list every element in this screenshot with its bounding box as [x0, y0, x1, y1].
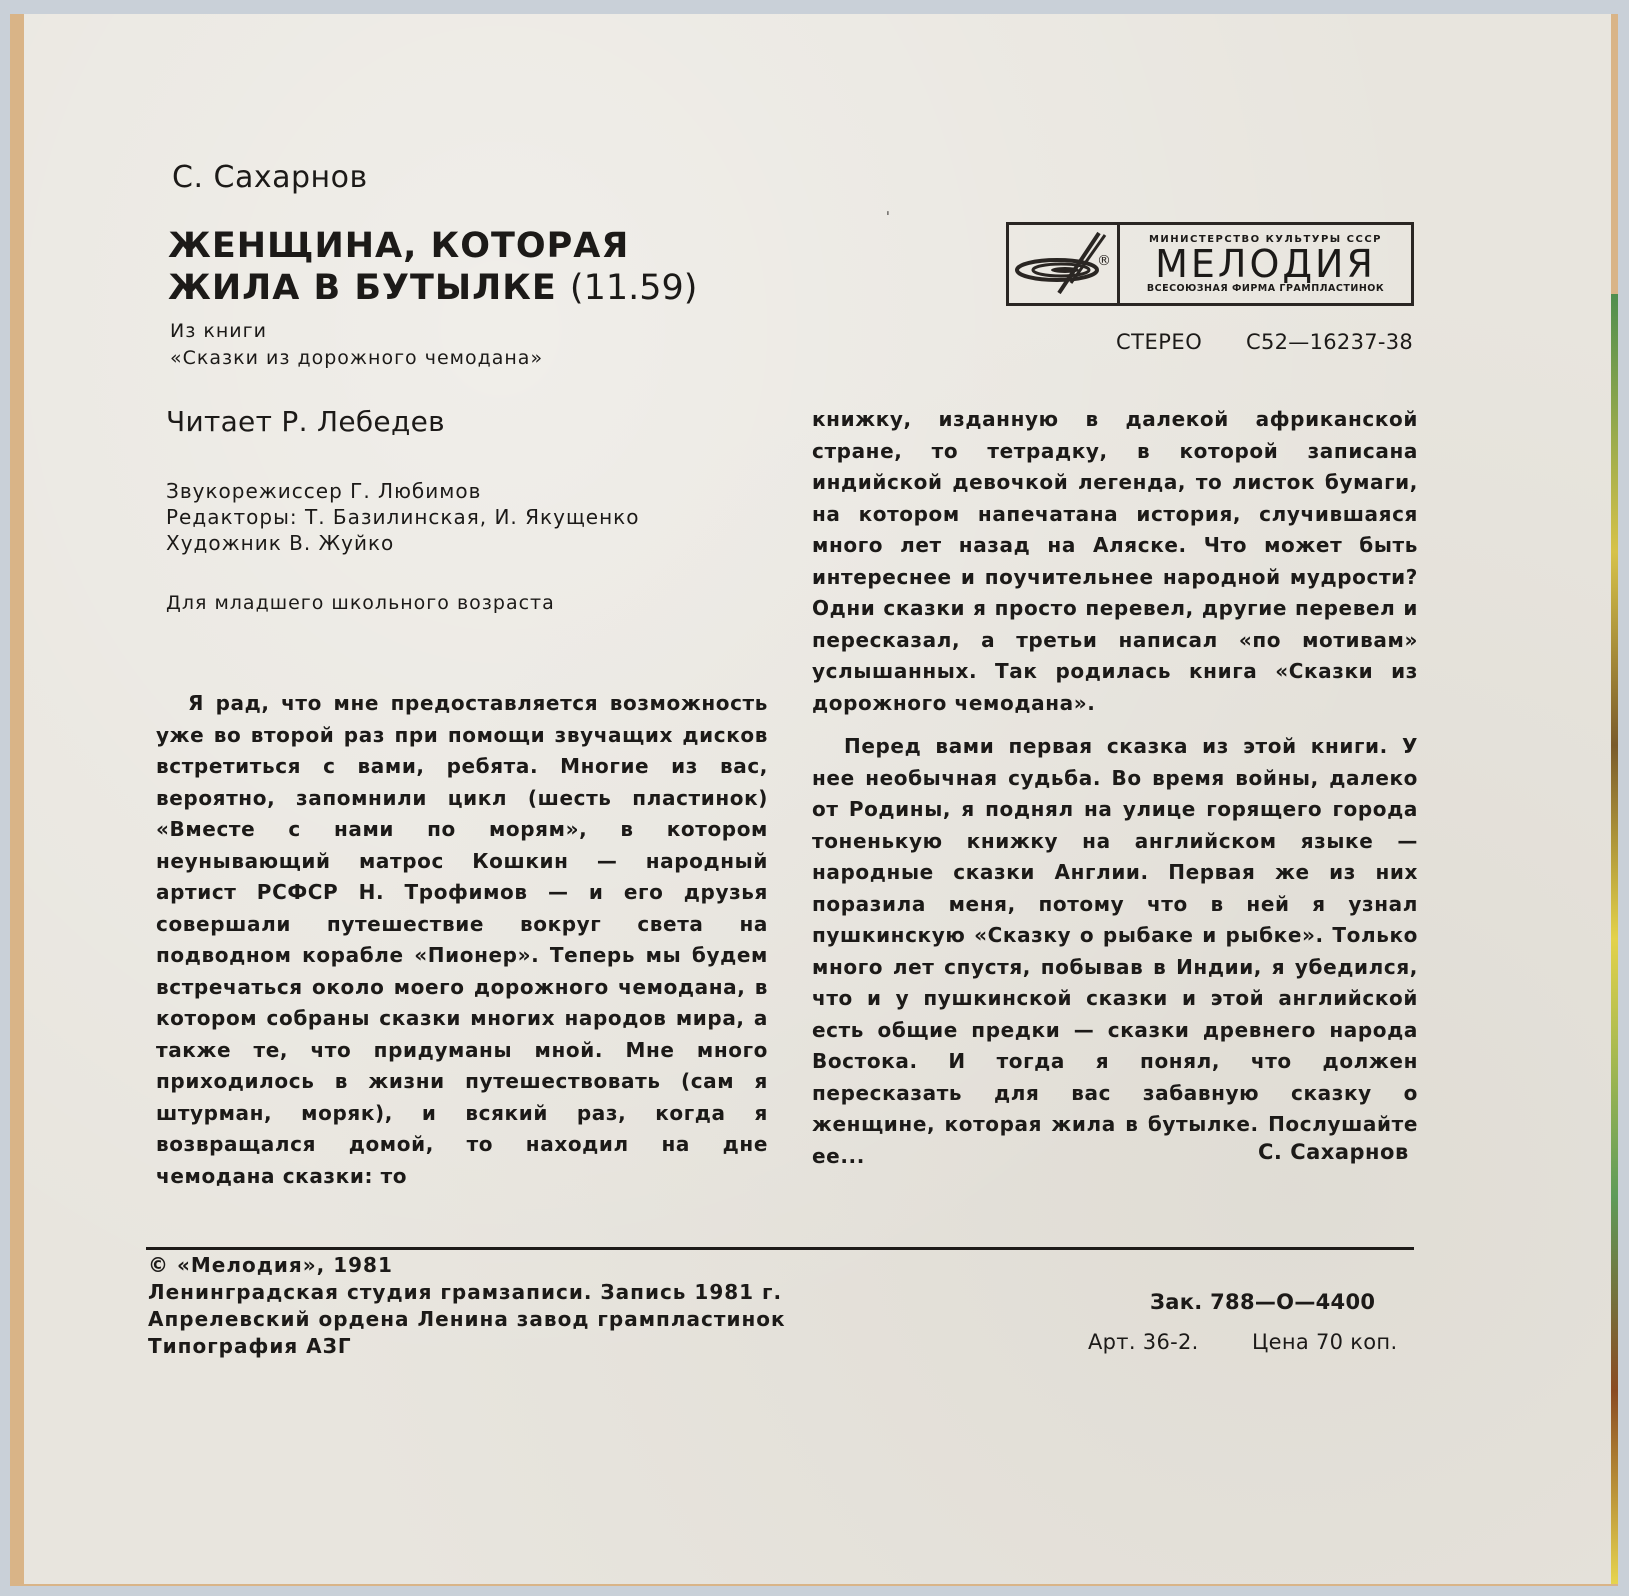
- age-group: Для младшего школьного возраста: [166, 592, 555, 614]
- ministry-text: МИНИСТЕРСТВО КУЛЬТУРЫ СССР: [1148, 234, 1382, 245]
- printer-line: Типография АЗГ: [148, 1334, 352, 1358]
- footer-divider: [146, 1247, 1414, 1250]
- narrator: Читает Р. Лебедев: [166, 405, 445, 438]
- melodiya-wordmark: [1120, 225, 1411, 303]
- article-number: Арт. 36-2.: [1088, 1330, 1199, 1354]
- catalog-number: С52—16237-38: [1246, 330, 1414, 354]
- liner-notes-left-column: [156, 688, 768, 1192]
- liner-paragraph: книжку, изданную в далекой африканской стране, то тетрадку, в которой записана индийской девочкой легенда, то листок бумаги, на котором напечатана история, случившаяся много лет назад на Аляске. Что может быть интереснее и поучительнее народной мудрости? Одни сказки я просто перевел, другие перевел и пересказал, а третьи написал «по мотивам» услышанных. Так родилась книга «Сказки из дорожного чемодана».: [812, 407, 1418, 715]
- melodiya-logo: [1006, 222, 1414, 306]
- source-book: [170, 318, 543, 372]
- order-number: Зак. 788—О—4400: [1150, 1290, 1376, 1314]
- credit-editors: Редакторы: Т. Базилинская, И. Якущенко: [166, 505, 640, 529]
- print-mark: ˈ: [886, 210, 890, 226]
- svg-text:®: ®: [1097, 253, 1111, 269]
- liner-notes-right-column: [812, 404, 1418, 1172]
- price: Цена 70 коп.: [1252, 1330, 1398, 1354]
- liner-paragraph: Перед вами первая сказка из этой книги. У нее необычная судьба. Во время войны, далеко от Родины, я поднял на улице горящего города тоненькую книжку на английском языке — народные сказки Англии. Первая же из них поразила меня, потому что в ней я узнал пушкинскую «Сказку о рыбаке и рыбке». Только много лет спустя, побывав в Индии, я убедился, что и у пушкинской сказки и этой английской есть общие предки — сказки древнего народа Востока. И тогда я понял, что должен пересказать для вас забавную сказку о женщине, которая жила в бутылке. Послушайте ее...: [812, 734, 1418, 1168]
- brand-name: МЕЛОДИЯ: [1155, 242, 1376, 286]
- copyright-line: © «Мелодия», 1981: [148, 1253, 393, 1277]
- credits-list: [166, 478, 640, 556]
- brand-subtitle: ВСЕСОЮЗНАЯ ФИРМА ГРАМПЛАСТИНОК: [1146, 283, 1385, 294]
- title-line-1: ЖЕНЩИНА, КОТОРАЯ: [168, 226, 630, 266]
- plant-line: Апрелевский ордена Ленина завод грампластинок: [148, 1307, 786, 1331]
- melodiya-emblem-icon: [1009, 225, 1120, 303]
- production-info: [148, 1252, 786, 1360]
- credit-sound-engineer: Звукорежиссер Г. Любимов: [166, 479, 482, 503]
- liner-paragraph: Я рад, что мне предоставляется возможность уже во второй раз при помощи звучащих дисков встретиться с вами, ребята. Многие из вас, вероятно, запомнили цикл (шесть пластинок) «Вместе с нами по морям», в котором неунывающий матрос Кошкин — народный артист РСФСР Н. Трофимов — и его друзья совершали путешествие вокруг света на подводном корабле «Пионер». Теперь мы будем встречаться около моего дорожного чемодана, в котором собраны сказки многих народов мира, а также те, что придуманы мной. Мне много приходилось в жизни путешествовать (сам я штурман, моряк), и всякий раз, когда я возвращался домой, то находил на дне чемодана сказки: то: [156, 691, 768, 1188]
- title-line-2-text: ЖИЛА В БУТЫЛКЕ: [168, 268, 557, 308]
- source-line-1: Из книги: [170, 320, 267, 342]
- source-line-2: «Сказки из дорожного чемодана»: [170, 347, 544, 369]
- author-name: С. Сахарнов: [172, 160, 368, 195]
- credit-artist: Художник В. Жуйко: [166, 531, 395, 555]
- track-duration: (11.59): [569, 268, 698, 308]
- record-title: [168, 225, 697, 309]
- author-signature: С. Сахарнов: [1258, 1140, 1409, 1164]
- studio-line: Ленинградская студия грамзаписи. Запись 1981 г.: [148, 1280, 783, 1304]
- title-line-2: [168, 267, 697, 309]
- audio-format: СТЕРЕО: [1116, 330, 1203, 354]
